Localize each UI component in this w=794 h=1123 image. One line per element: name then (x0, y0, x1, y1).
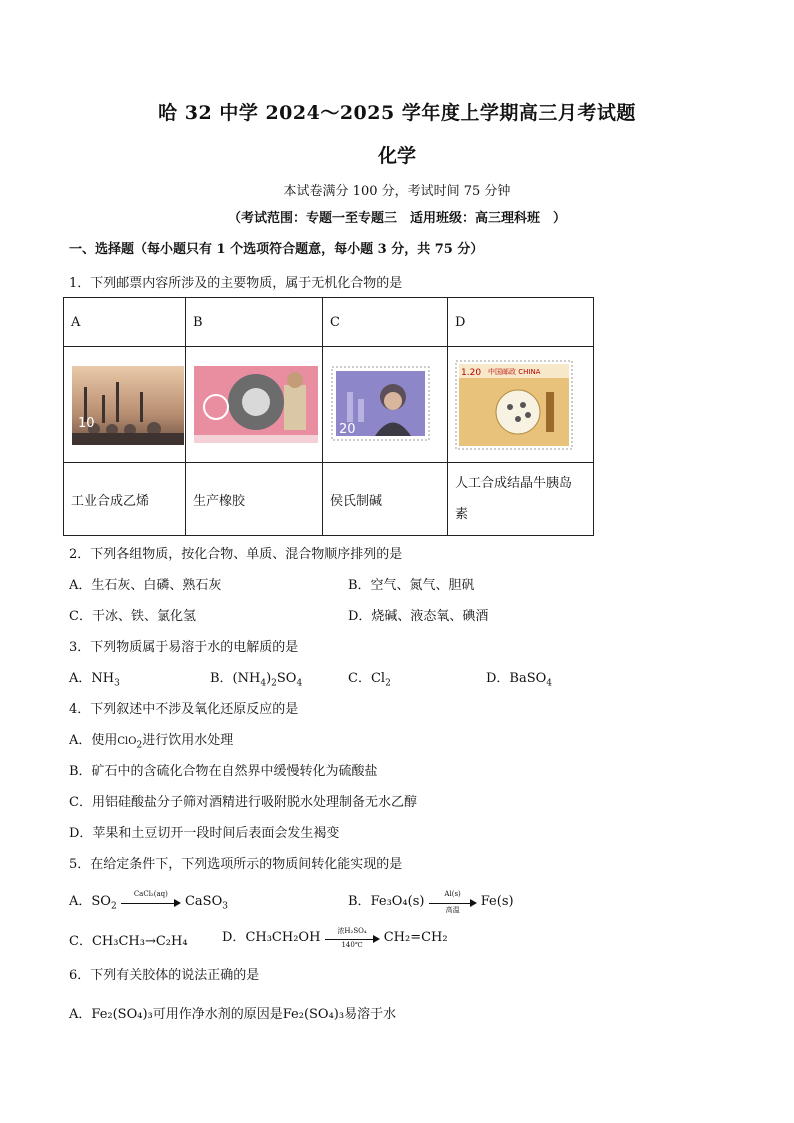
q2-option-a: A．生石灰、白磷、熟石灰 (69, 578, 222, 593)
q6-stem: 6．下列有关胶体的说法正确的是 (69, 968, 260, 983)
stamp-a-cell (64, 347, 186, 463)
q5-a-arrow: CaCl₂(aq) (121, 895, 181, 909)
stamp-b-image (186, 347, 322, 462)
q3-stem: 3．下列物质属于易溶于水的电解质的是 (69, 640, 299, 655)
stamp-d-image (448, 347, 593, 462)
stamp-d-brand: 中国邮政 CHINA (488, 368, 541, 376)
q4-option-a: A．使用ClO$_2$进行饮用水处理 (69, 733, 234, 751)
q2-option-c: C．干冰、铁、氯化氢 (69, 609, 196, 624)
answer-a: 工业合成乙烯 (64, 463, 186, 536)
stamp-a-image (64, 347, 185, 462)
q5-option-b: B．Fe₃O₄(s) Al(s) 高温 Fe(s) (348, 889, 514, 914)
col-b-header: B (186, 298, 323, 347)
answer-d: 人工合成结晶牛胰岛 素 (448, 463, 594, 536)
col-c-header: C (323, 298, 448, 347)
q1-stem: 1．下列邮票内容所涉及的主要物质，属于无机化合物的是 (69, 276, 403, 291)
section-title: 一、选择题 (69, 242, 135, 257)
q5-b-arrow: Al(s) 高温 (429, 895, 477, 909)
q5-option-c: C．CH₃CH₃→C₂H₄ (69, 934, 188, 949)
q2-stem: 2．下列各组物质，按化合物、单质、混合物顺序排列的是 (69, 547, 403, 562)
answer-b: 生产橡胶 (186, 463, 323, 536)
stamp-a-value: 10 (78, 416, 95, 431)
col-a-header: A (64, 298, 186, 347)
stamp-b-cell (186, 347, 323, 463)
stamp-table (63, 297, 594, 536)
section-note: （每小题只有 1 个选项符合题意，每小题 3 分，共 75 分） (134, 242, 484, 257)
q5-option-d: D．CH₃CH₂OH 浓H₂SO₄ 140℃ CH₂=CH₂ (222, 926, 448, 949)
col-d-header: D (448, 298, 594, 347)
stamp-d-cell (448, 347, 594, 463)
exam-meta: 本试卷满分 100 分，考试时间 75 分钟 (283, 184, 511, 199)
q3-option-d: D．BaSO$_4$ (486, 671, 553, 689)
q4-option-b: B．矿石中的含硫化合物在自然界中缓慢转化为硫酸盐 (69, 764, 378, 779)
subject-title: 化学 (377, 145, 416, 167)
q6-option-a: A．Fe₂(SO₄)₃可用作净水剂的原因是Fe₂(SO₄)₃易溶于水 (69, 1007, 397, 1022)
q4-stem: 4．下列叙述中不涉及氧化还原反应的是 (69, 702, 299, 717)
q2-option-b: B．空气、氮气、胆矾 (348, 578, 475, 593)
q3-option-b: B．$(NH_4)_2SO_4$ (210, 671, 303, 689)
section-heading (69, 238, 483, 257)
q5-stem: 5．在给定条件下，下列选项所示的物质间转化能实现的是 (69, 857, 403, 872)
q5-option-a: A．$SO_2$ CaCl₂(aq) CaSO$_3$ (69, 889, 228, 912)
stamp-c-value: 20 (339, 422, 356, 437)
exam-title: 哈 32 中学 2024～2025 学年度上学期高三月考试题 (158, 102, 636, 124)
q2-option-d: D．烧碱、液态氧、碘酒 (348, 609, 489, 624)
stamp-d-value: 1.20 (461, 368, 482, 378)
q4-option-d: D．苹果和土豆切开一段时间后表面会发生褐变 (69, 826, 340, 841)
exam-scope: （考试范围：专题一至专题三 适用班级：高三理科班 ） (227, 211, 566, 226)
stamp-c-image (323, 347, 447, 462)
q5-d-arrow: 浓H₂SO₄ 140℃ (325, 931, 380, 945)
q4-option-c: C．用铝硅酸盐分子筛对酒精进行吸附脱水处理制备无水乙醇 (69, 795, 417, 810)
q3-option-a: A．$NH_3$ (69, 671, 120, 689)
answer-c: 侯氏制碱 (323, 463, 448, 536)
stamp-c-cell (323, 347, 448, 463)
q3-option-c: C．$Cl_2$ (348, 671, 391, 689)
